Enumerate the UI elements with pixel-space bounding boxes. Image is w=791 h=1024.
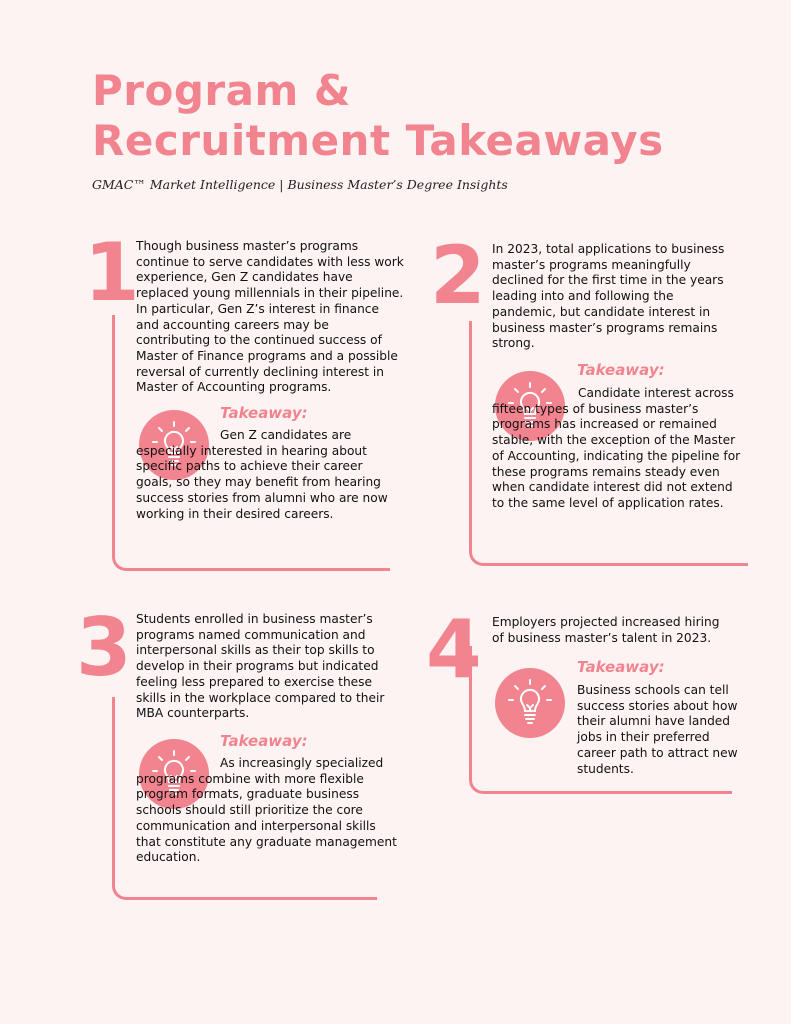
page-title-line-2: Recruitment Takeaways (92, 116, 664, 165)
page-title (92, 66, 664, 166)
section-text-3: Students enrolled in business master’s programs named communication and interpersonal skills as their top skills to develop in their programs but indicated feeling less prepared to exercise these skills in the workplace compared to their MBA counterparts. (136, 612, 385, 721)
section-text-1: Though business master’s programs continue to serve candidates with less work experience, Gen Z candidates have replaced young millennials in their pipeline. In particular, Gen Z’s interest in finance and accounting careers may be contributing to the continued success of Master of Finance programs and a possible reversal of currently declining interest in Master of Accounting programs. (136, 239, 404, 395)
section-number-2: 2 (430, 229, 486, 322)
takeaway-text-4: Business schools can tell success stories about how their alumni have landed jobs in their preferred career path to attract new students. (577, 683, 738, 776)
page-subtitle: GMAC™ Market Intelligence | Business Master’s Degree Insights (92, 177, 508, 192)
takeaway-label-4: Takeaway: (577, 658, 665, 676)
section-text-4: Employers projected increased hiring of business master’s talent in 2023. (492, 615, 720, 645)
takeaway-label-2: Takeaway: (577, 361, 665, 379)
section-number-1: 1 (84, 226, 140, 319)
takeaway-text-1: Gen Z candidates are especially interested in hearing about specific paths to achieve their career goals, so they may benefit from hearing success stories from alumni who are now working in their desired careers. (136, 428, 388, 521)
section-number-3: 3 (76, 601, 132, 694)
takeaway-text-2: Candidate interest across fifteen types of business master’s programs has increased or remained stable, with the exception of the Master of Accounting, indicating the pipeline for these programs remains steady even when candidate interest did not extend to the same level of application rates. (492, 386, 741, 510)
section-text-2: In 2023, total applications to business master’s programs meaningfully declined for the first time in the years leading into and following the pandemic, but candidate interest in business master’s programs remains strong. (492, 242, 725, 351)
takeaway-label-1: Takeaway: (220, 404, 308, 422)
section-number-4: 4 (426, 603, 482, 696)
page-title-line-1: Program & (92, 66, 351, 115)
takeaway-label-3: Takeaway: (220, 732, 308, 750)
lightbulb-icon (495, 668, 565, 738)
takeaway-text-3: As increasingly specialized programs combine with more flexible program formats, graduate business schools should still prioritize the core communication and interpersonal skills that constitute any graduate management education. (136, 756, 397, 865)
